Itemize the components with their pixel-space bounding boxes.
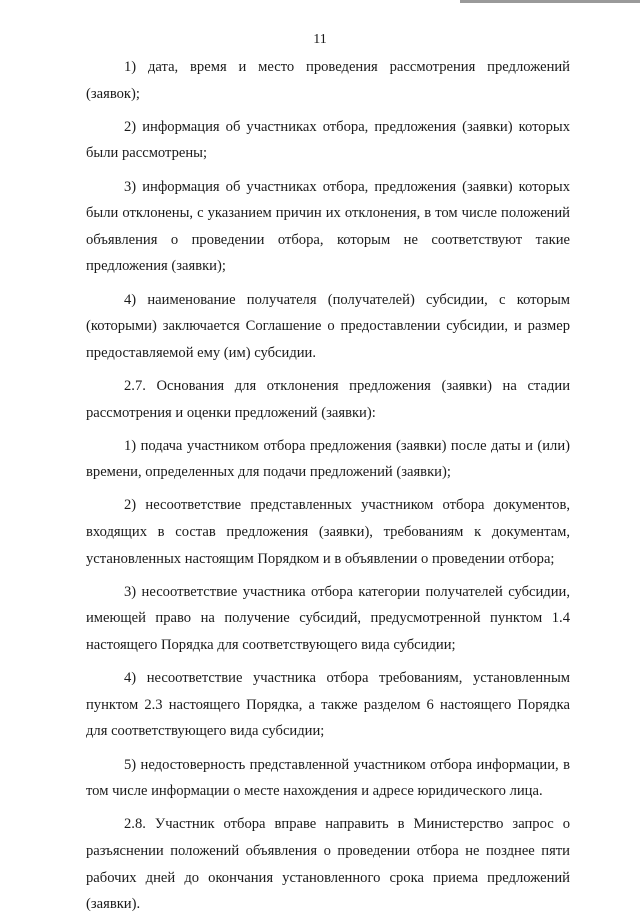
paragraph-section-2-7: 2.7. Основания для отклонения предложения (заявки) на стадии рассмотрения и оценки предложений (заявки): (86, 377, 570, 421)
paragraph-item-4-recipient-name: 4) наименование получателя (получателей) субсидии, с которым (которыми) заключается Соглашение о предоставлении субсидии, и размер предоставляемой ему (им) субсидии. (86, 291, 570, 361)
paragraph-reason-3-category-mismatch: 3) несоответствие участника отбора категории получателей субсидии, имеющей право на получение субсидий, предусмотренной пунктом 1.4 настоящего Порядка для соответствующего вида субсидии; (86, 583, 570, 654)
page-number: 11 (313, 32, 327, 47)
paragraph-reason-1-late-submission: 1) подача участником отбора предложения (заявки) после даты и (или) времени, определенных для подачи предложений (заявки); (86, 437, 570, 481)
paragraph-section-2-8: 2.8. Участник отбора вправе направить в Министерство запрос о разъяснении положений объявления о проведении отбора не позднее пяти рабочих дней до окончания установленного срока приема предложений (заявки). (86, 816, 570, 913)
paragraph-item-2-reviewed-participants: 2) информация об участниках отбора, предложения (заявки) которых были рассмотрены; (86, 118, 570, 162)
paragraph-reason-5-false-information: 5) недостоверность представленной участником отбора информации, в том числе информации о месте нахождения и адресе юридического лица. (86, 756, 570, 800)
paragraph-reason-2-document-mismatch: 2) несоответствие представленных участником отбора документов, входящих в состав предложения (заявки), требованиям к документам, установленных настоящим Порядком и в объявлении о проведении отбора; (86, 497, 570, 567)
document-body (86, 54, 570, 924)
paragraph-item-3-rejected-participants: 3) информация об участниках отбора, предложения (заявки) которых были отклонены, с указанием причин их отклонения, в том числе положений объявления о проведении отбора, которым не соответствуют такие предложения (заявки); (86, 178, 570, 275)
paragraph-reason-4-requirements-mismatch: 4) несоответствие участника отбора требованиям, установленным пунктом 2.3 настоящего Порядка, а также разделом 6 настоящего Порядка для соответствующего вида субсидии; (86, 670, 570, 740)
scan-edge-mark (460, 0, 640, 3)
paragraph-item-1-date-time-place: 1) дата, время и место проведения рассмотрения предложений (заявок); (86, 59, 570, 102)
